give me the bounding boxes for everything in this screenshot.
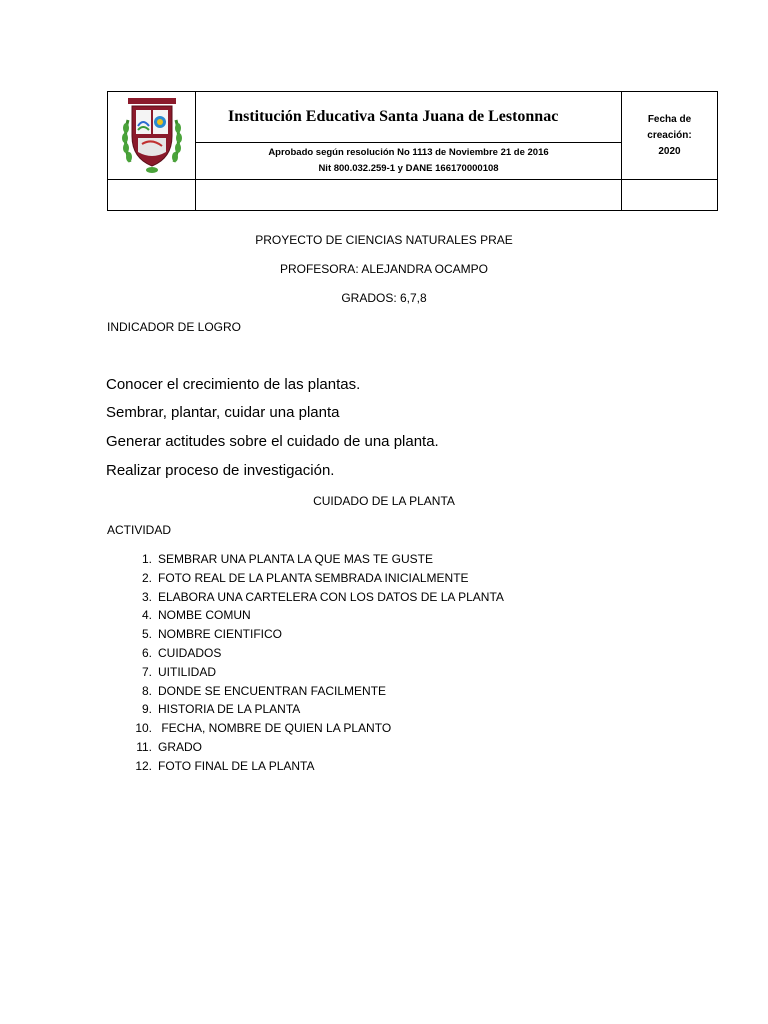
empty-cell-1 bbox=[108, 180, 196, 211]
list-item: 6. CUIDADOS bbox=[141, 645, 222, 660]
project-title: PROYECTO DE CIENCIAS NATURALES PRAE bbox=[255, 233, 513, 247]
goal-2: Sembrar, plantar, cuidar una planta bbox=[106, 404, 340, 421]
list-item: 7. UITILIDAD bbox=[141, 664, 217, 679]
date-value: 2020 bbox=[658, 145, 681, 157]
list-item: 5. NOMBRE CIENTIFICO bbox=[141, 627, 283, 642]
list-item: 11. GRADO bbox=[136, 739, 203, 754]
header-table bbox=[107, 91, 718, 211]
school-crest-logo bbox=[120, 92, 184, 174]
empty-cell-3 bbox=[622, 180, 718, 211]
list-item: 2. FOTO REAL DE LA PLANTA SEMBRADA INICIALMENTE bbox=[141, 570, 469, 585]
list-item: 9. HISTORIA DE LA PLANTA bbox=[141, 702, 301, 717]
goal-4: Realizar proceso de investigación. bbox=[106, 462, 335, 479]
approval-line2: Nit 800.032.259-1 y DANE 166170000108 bbox=[318, 163, 499, 175]
list-item: 1. SEMBRAR UNA PLANTA LA QUE MAS TE GUSTE bbox=[141, 552, 433, 566]
list-item: 8. DONDE SE ENCUENTRAN FACILMENTE bbox=[141, 683, 387, 698]
list-item: 3. ELABORA UNA CARTELERA CON LOS DATOS DE LA PLANTA bbox=[141, 589, 504, 604]
list-item: 4. NOMBE COMUN bbox=[141, 608, 251, 623]
date-label-line1: Fecha de bbox=[647, 113, 692, 125]
institution-name: Institución Educativa Santa Juana de Lestonnac bbox=[196, 92, 622, 143]
logo-cell bbox=[108, 92, 196, 180]
goal-3: Generar actitudes sobre el cuidado de una planta. bbox=[106, 433, 439, 450]
goal-1: Conocer el crecimiento de las plantas. bbox=[106, 376, 361, 393]
activity-list bbox=[107, 550, 504, 776]
empty-cell-2 bbox=[196, 180, 622, 211]
activity-heading: ACTIVIDAD bbox=[107, 523, 172, 537]
list-item: 12. FOTO FINAL DE LA PLANTA bbox=[135, 758, 315, 773]
section-title: CUIDADO DE LA PLANTA bbox=[313, 494, 455, 508]
indicator-heading: INDICADOR DE LOGRO bbox=[107, 320, 242, 334]
list-item: 10. FECHA, NOMBRE DE QUIEN LA PLANTO bbox=[135, 721, 392, 736]
approval-line1: Aprobado según resolución No 1113 de Noviembre 21 de 2016 bbox=[268, 147, 549, 159]
creation-date-cell bbox=[622, 92, 718, 180]
teacher-name: PROFESORA: ALEJANDRA OCAMPO bbox=[279, 262, 489, 276]
approval-cell bbox=[196, 143, 622, 180]
date-label-line2: creación: bbox=[647, 129, 692, 141]
grades: GRADOS: 6,7,8 bbox=[341, 291, 427, 305]
